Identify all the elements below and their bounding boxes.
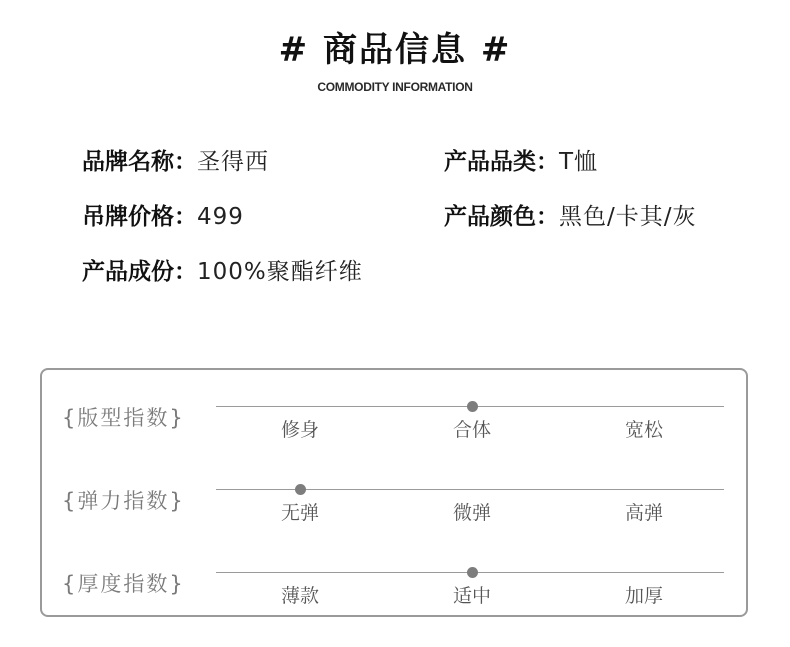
info-color	[444, 199, 697, 235]
scale-option-high-stretch: 高弹	[624, 502, 663, 524]
info-row	[82, 144, 762, 199]
scale-line	[216, 489, 724, 490]
info-brand-value: 圣得西	[197, 149, 269, 175]
info-row	[82, 254, 762, 309]
scale-option-no-stretch: 无弹	[280, 502, 319, 524]
index-label-elasticity: {弹力指数}	[62, 489, 185, 513]
scale-option-loose: 宽松	[624, 419, 663, 441]
info-color-value: 黑色/卡其/灰	[559, 204, 697, 230]
page-subtitle: COMMODITY INFORMATION	[317, 80, 473, 94]
page-title: # 商品信息 #	[278, 30, 512, 70]
scale-indicator-dot	[295, 484, 306, 495]
index-label-fit: {版型指数}	[62, 406, 185, 430]
index-label-thickness: {厚度指数}	[62, 572, 185, 596]
info-material	[82, 254, 363, 290]
index-row-fit	[42, 382, 746, 452]
header	[0, 28, 790, 94]
scale-indicator-dot	[467, 567, 478, 578]
index-row-thickness	[42, 548, 746, 618]
info-category-label: 产品品类：	[444, 149, 559, 175]
scale-option-thick: 加厚	[624, 585, 663, 607]
scale-option-slim: 修身	[280, 419, 319, 441]
index-row-elasticity	[42, 465, 746, 535]
scale-option-slight-stretch: 微弹	[452, 502, 491, 524]
info-material-value: 100%聚酯纤维	[197, 259, 363, 285]
info-price-label: 吊牌价格：	[82, 204, 197, 230]
product-info	[82, 144, 762, 309]
info-price-value: 499	[197, 204, 244, 230]
index-panel	[40, 368, 748, 617]
scale-indicator-dot	[467, 401, 478, 412]
info-material-label: 产品成份：	[82, 259, 197, 285]
scale-option-thin: 薄款	[280, 585, 319, 607]
info-price	[82, 199, 244, 235]
info-brand-label: 品牌名称：	[82, 149, 197, 175]
info-row	[82, 199, 762, 254]
info-brand	[82, 144, 269, 180]
scale-option-medium: 适中	[452, 585, 491, 607]
info-category-value: T恤	[559, 149, 599, 175]
scale-option-regular: 合体	[452, 419, 491, 441]
info-category	[444, 144, 598, 180]
info-color-label: 产品颜色：	[444, 204, 559, 230]
